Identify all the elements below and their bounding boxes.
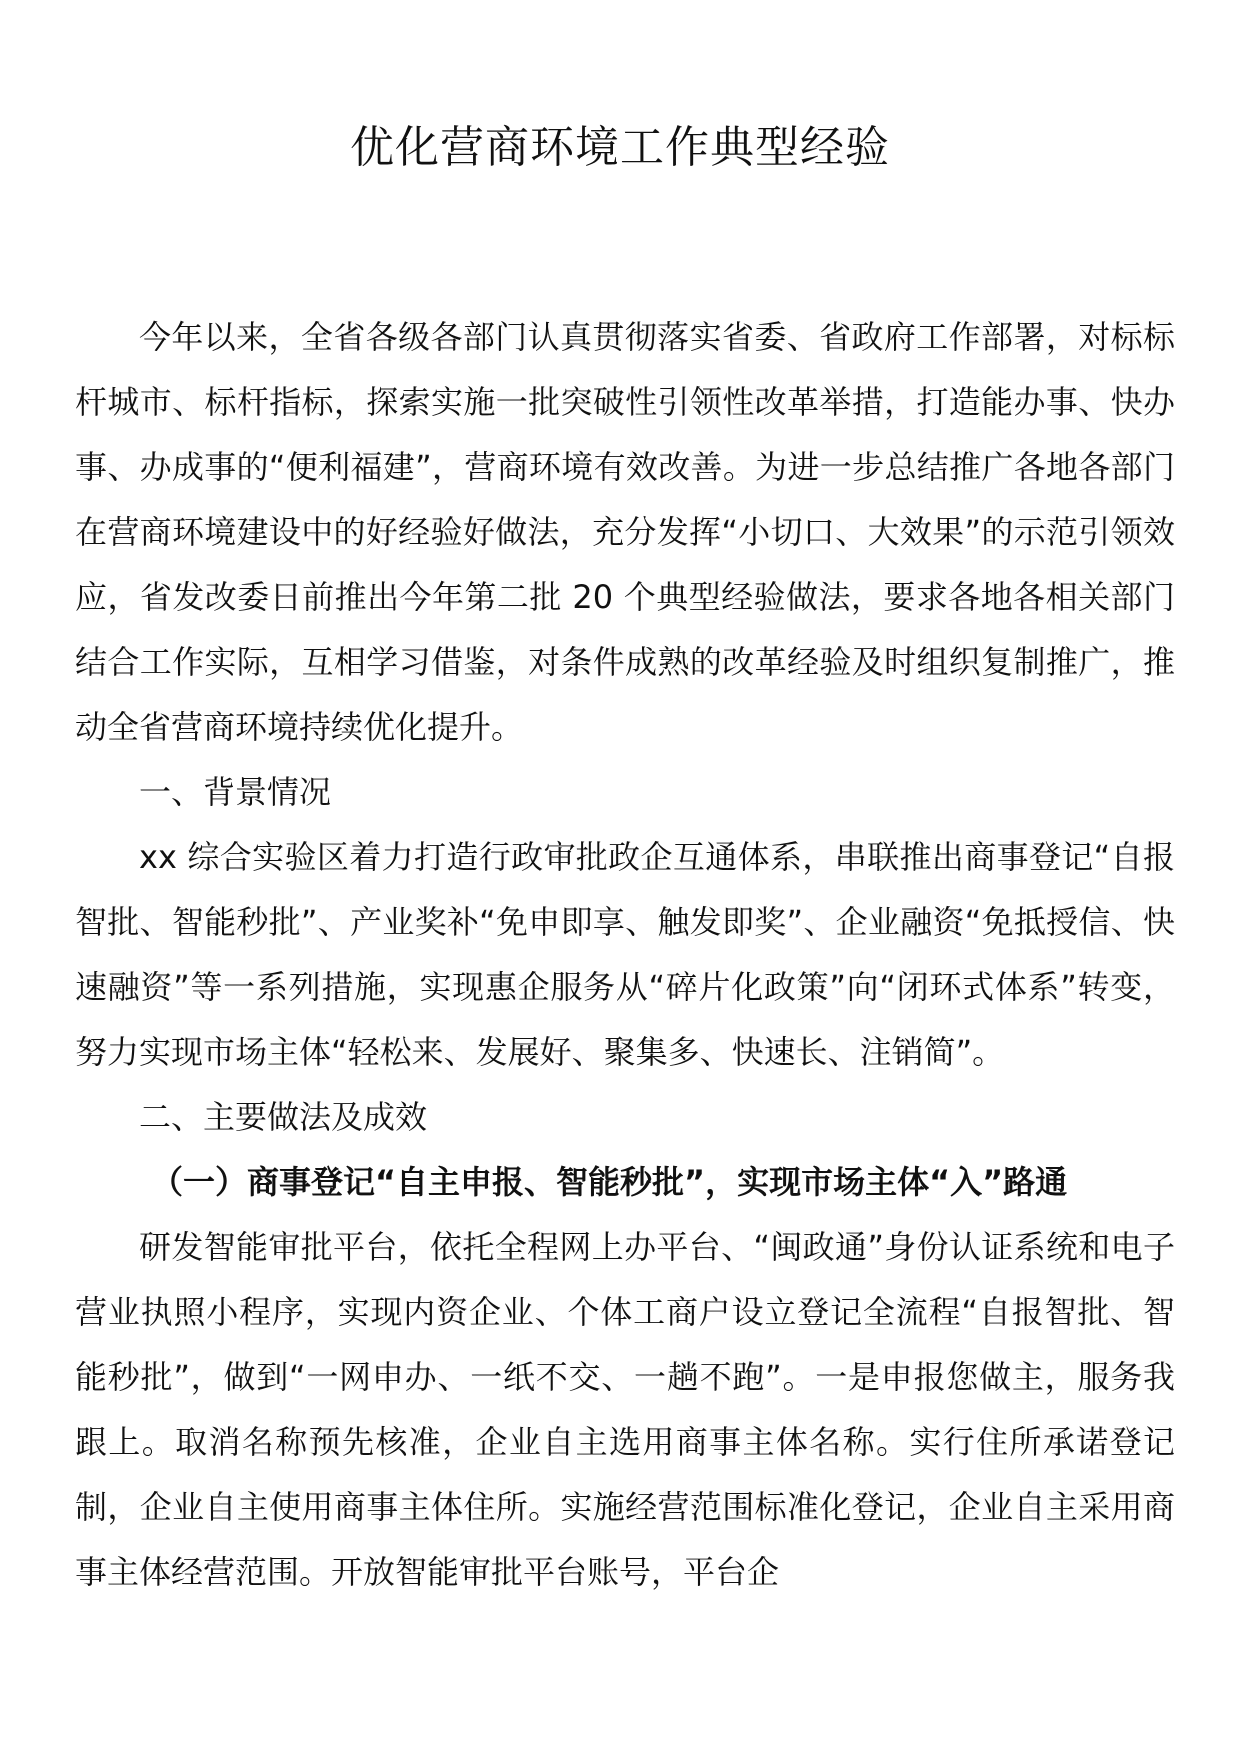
measures-paragraph: 研发智能审批平台，依托全程网上办平台、“闽政通”身份认证系统和电子营业执照小程序，实现内资企业、个体工商户设立登记全流程“自报智批、智能秒批”，做到“一网申办、一纸不交、一趟不跑”。一是申报您做主，服务我跟上。取消名称预先核准，企业自主选用商事主体名称。实行住所承诺登记制，企业自主使用商事主体住所。实施经营范围标准化登记，企业自主采用商事主体经营范围。开放智能审批平台账号，平台企: [75, 1228, 1175, 1591]
intro-paragraph: 今年以来，全省各级各部门认真贯彻落实省委、省政府工作部署，对标标杆城市、标杆指标，探索实施一批突破性引领性改革举措，打造能办事、快办事、办成事的“便利福建”，营商环境有效改善。为进一步总结推广各地各部门在营商环境建设中的好经验好做法，充分发挥“小切口、大效果”的示范引领效应，省发改委日前推出今年第二批 20 个典型经验做法，要求各地各相关部门结合工作实际，互相学习借鉴，对条件成熟的改革经验及时组织复制推广，推动全省营商环境持续优化提升。: [75, 318, 1175, 746]
background-paragraph: xx 综合实验区着力打造行政审批政企互通体系，串联推出商事登记“自报智批、智能秒批”、产业奖补“免申即享、触发即奖”、企业融资“免抵授信、快速融资”等一系列措施，实现惠企服务从“碎片化政策”向“闭环式体系”转变，努力实现市场主体“轻松来、发展好、聚集多、快速长、注销简”。: [75, 838, 1175, 1071]
document-body: [75, 305, 1175, 1605]
subsection-heading-1: （一）商事登记“自主申报、智能秒批”，实现市场主体“入”路通: [151, 1163, 1068, 1201]
section-heading-measures: 二、主要做法及成效: [139, 1098, 428, 1136]
section-heading-background: 一、背景情况: [139, 773, 332, 811]
document-title: 优化营商环境工作典型经验: [350, 122, 890, 173]
